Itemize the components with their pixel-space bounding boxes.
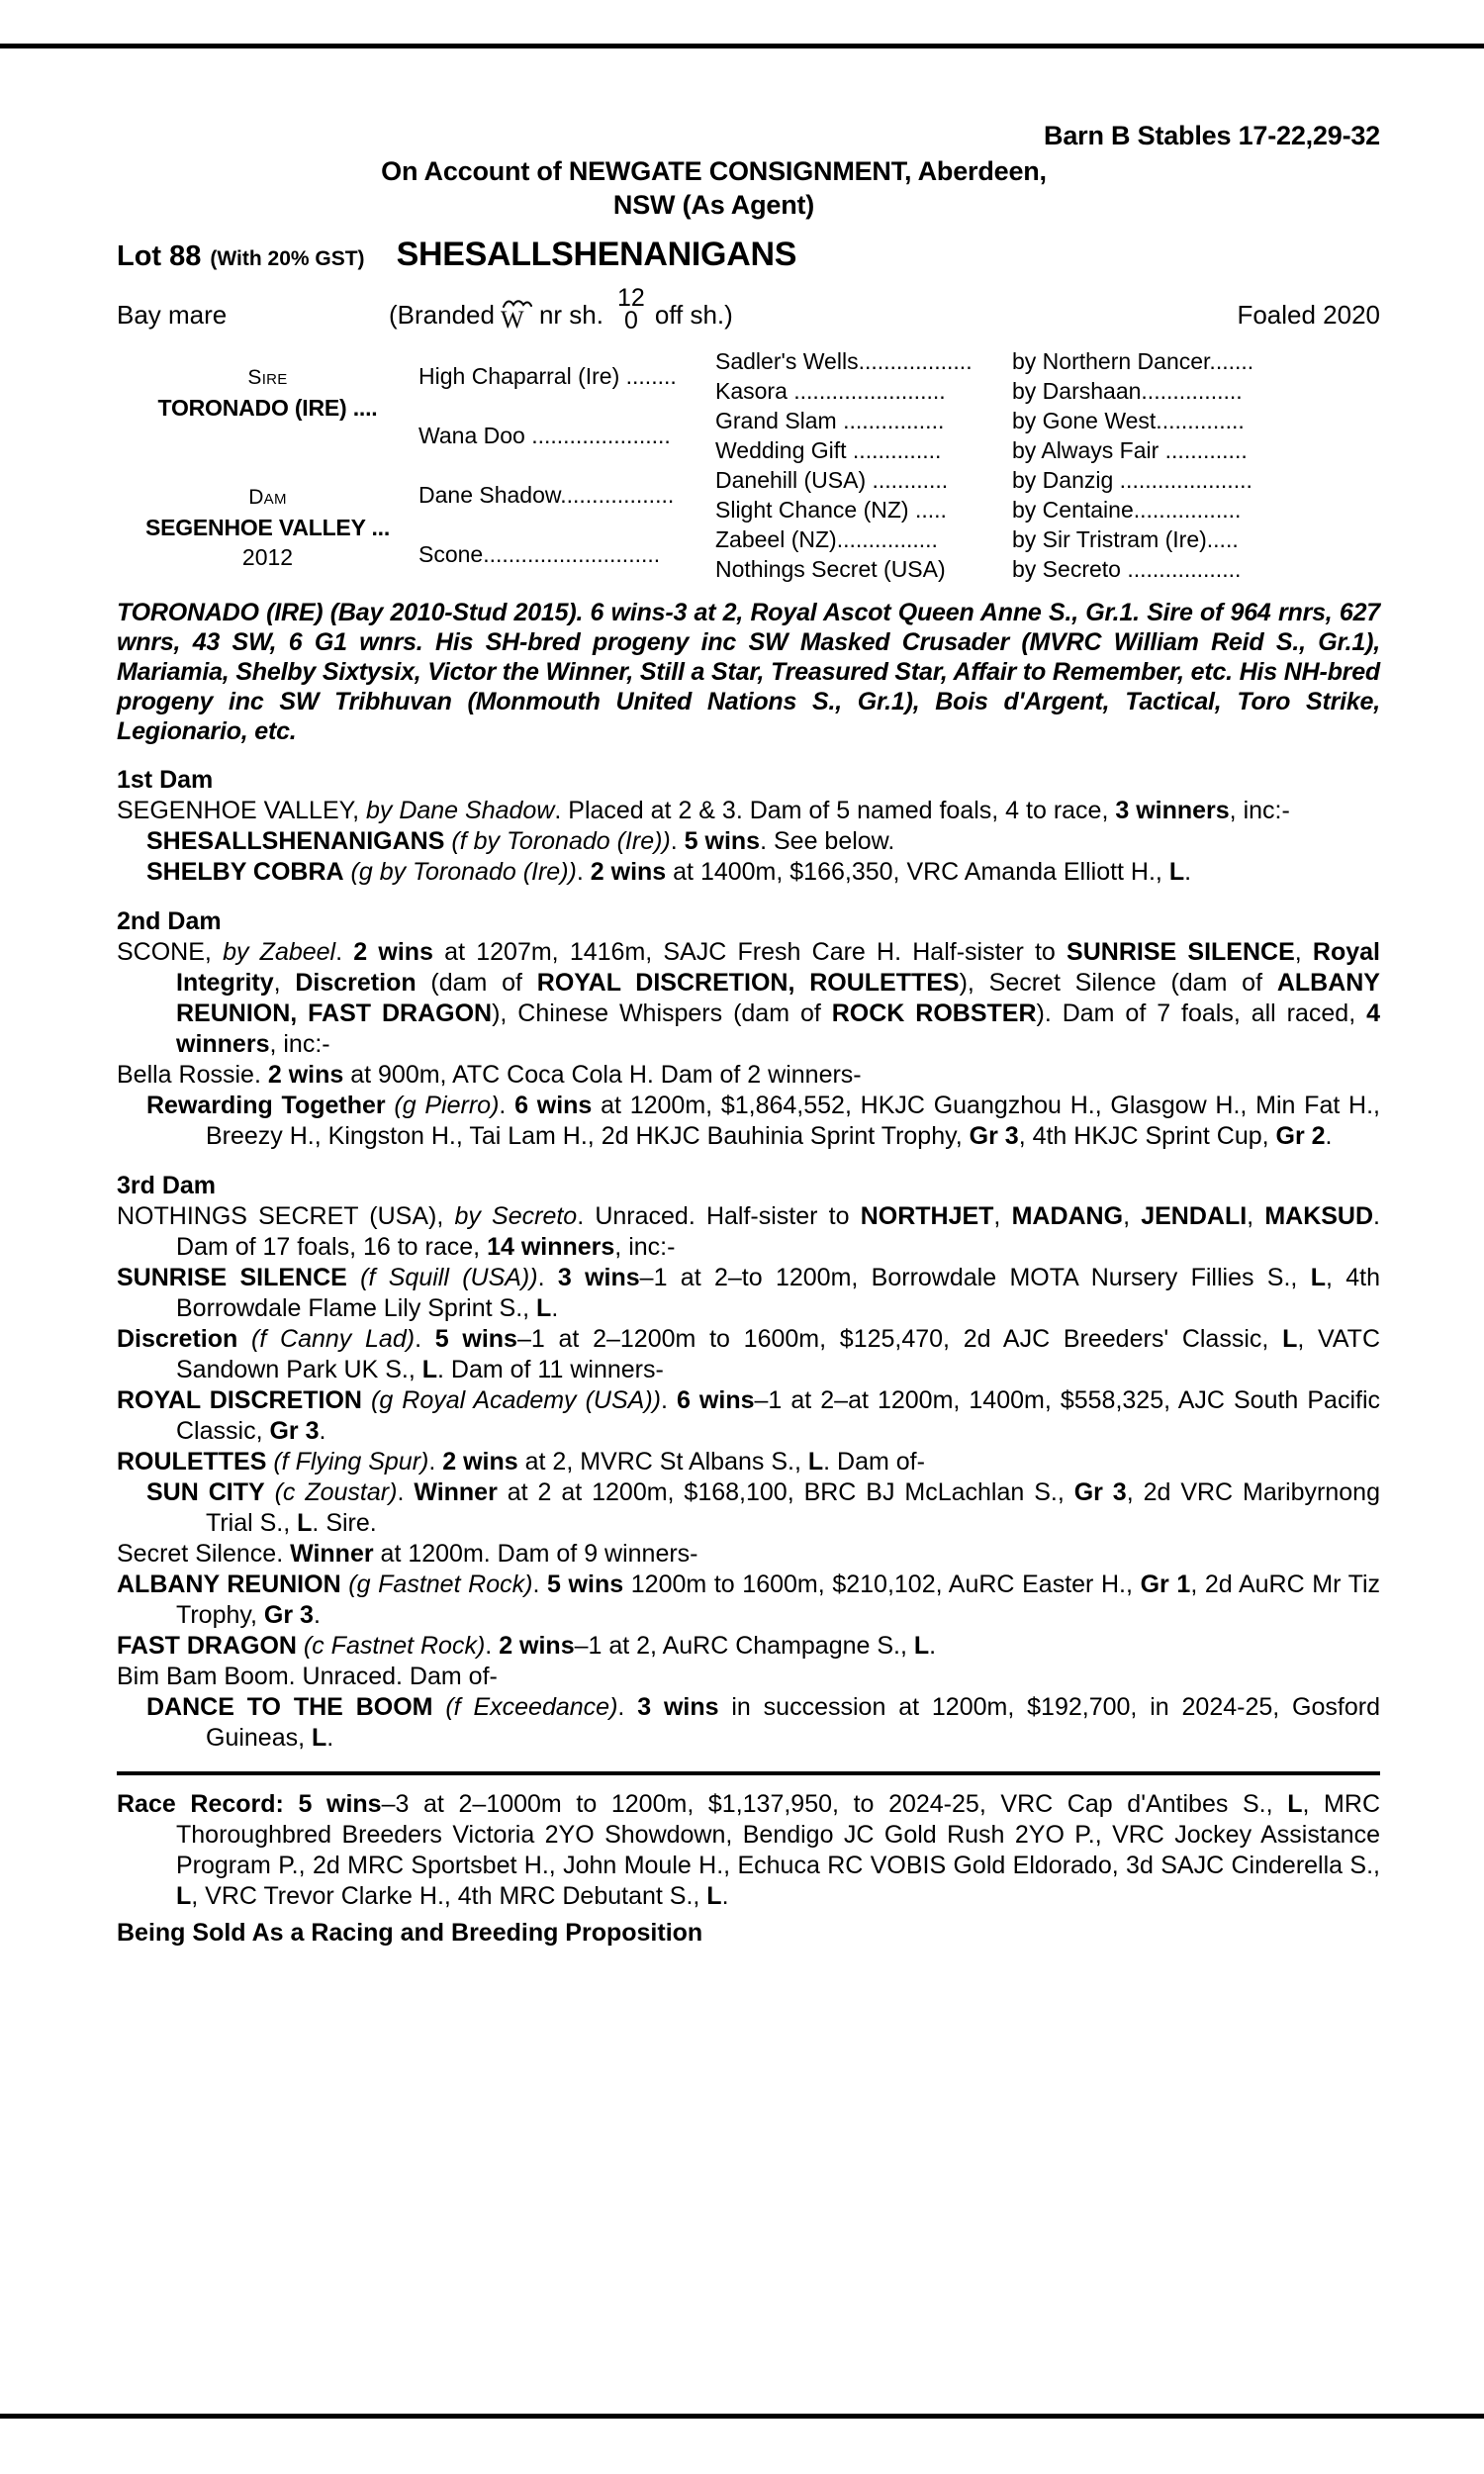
dam-label: Dam [248,485,287,509]
pedigree-gen34-columns [715,346,1380,584]
great-grandparent: Nothings Secret (USA) [715,556,946,582]
pedigree-parents-column [117,346,418,584]
great-great-grandparent: by Secreto .................. [1012,556,1242,582]
pedigree-note-line: ROULETTES (f Flying Spur). 2 wins at 2, MVRC St Albans S., L. Dam of- [117,1448,925,1475]
pedigree-note-line: ALBANY REUNION (g Fastnet Rock). 5 wins 1200m to 1600m, $210,102, AuRC Easter H., Gr 1, 2d AuRC Mr Tiz Trophy, Gr 3. [117,1570,1380,1629]
pedigree-note-line: NOTHINGS SECRET (USA), by Secreto. Unraced. Half-sister to NORTHJET, MADANG, JENDALI, MAKSUD. Dam of 17 foals, 16 to race, 14 winners, inc:- [117,1202,1380,1261]
dam-block [117,483,418,572]
pedigree-note-line: Secret Silence. Winner at 1200m. Dam of 9 winners- [117,1540,698,1568]
pedigree-note-line: SHELBY COBRA (g by Toronado (Ire)). 2 wins at 1400m, $166,350, VRC Amanda Elliott H., L. [146,858,1192,886]
sire-summary-paragraph: TORONADO (IRE) (Bay 2010-Stud 2015). 6 wins-3 at 2, Royal Ascot Queen Anne S., Gr.1. Sire of 964 rnrs, 627 wnrs, 43 SW, 6 G1 wnrs. His SH-bred progeny inc SW Masked Crusader (MVRC William Reid S., Gr.1), Mariamia, Shelby Sixtysix, Victor the Winner, Still a Star, Treasured Star, Affair to Remember, etc. His NH-bred progeny inc SW Tribhuvan (Monmouth United Nations S., Gr.1), Bois d'Argent, Tactical, Toro Strike, Legionario, etc. [117,599,1380,745]
pedigree-note-line: SCONE, by Zabeel. 2 wins at 1207m, 1416m, SAJC Fresh Care H. Half-sister to SUNRISE SILENCE, Royal Integrity, Discretion (dam of ROYAL DISCRETION, ROULETTES), Secret Silence (dam of ALBANY REUNION, FAST DRAGON), Chinese Whispers (dam of ROCK ROBSTER). Dam of 7 foals, all raced, 4 winners, inc:- [117,938,1380,1058]
race-record: Race Record: 5 wins–3 at 2–1000m to 1200m, $1,137,950, to 2024-25, VRC Cap d'Antibes S., L, MRC Thoroughbred Breeders Victoria 2YO Showdown, Bendigo JC Gold Rush 2YO P., VRC Jockey Assistance Program P., 2d MRC Sportsbet H., John Moule H., Echuca RC VOBIS Gold Eldorado, 3d SAJC Cinderella S., L, VRC Trevor Clarke H., 4th MRC Debutant S., L. [117,1790,1380,1910]
pedigree-gen3-column [715,346,1012,584]
brand-number-stack [617,284,645,334]
great-grandparent: Kasora ........................ [715,378,946,404]
barn-location: Barn B Stables 17-22,29-32 [1044,121,1380,150]
section-divider-rule [117,1771,1380,1775]
consignment-line-2: NSW (As Agent) [612,190,815,220]
pedigree-gen2-column [418,346,715,584]
grandparent: Dane Shadow.................. [418,482,675,508]
pedigree-note-line: Bella Rossie. 2 wins at 900m, ATC Coca Cola H. Dam of 2 winners- [117,1061,862,1089]
dam-section-heading: 2nd Dam [117,907,222,935]
consignment-line-1: On Account of NEWGATE CONSIGNMENT, Aberdeen, [381,156,1047,186]
sire-block [117,363,418,423]
great-great-grandparent: by Gone West.............. [1012,408,1245,433]
pedigree-note-line: SHESALLSHENANIGANS (f by Toronado (Ire)). 5 wins. See below. [146,827,895,855]
colour-and-sex: Bay mare [117,300,228,330]
great-great-grandparent: by Centaine................. [1012,497,1242,523]
sire-name: TORONADO (IRE) .... [157,394,378,421]
grandparent: Scone............................ [418,541,661,567]
brand-description [389,284,1153,334]
pedigree-table [117,346,1380,584]
great-grandparent: Zabeel (NZ)................ [715,526,938,552]
great-grandparent: Grand Slam ................ [715,408,945,433]
grandparent: Wana Doo ...................... [418,423,671,448]
great-grandparent: Slight Chance (NZ) ..... [715,497,947,523]
sold-as-note: Being Sold As a Racing and Breeding Proposition [117,1919,703,1947]
brand-denominator: 0 [623,307,638,334]
brand-side-off: off sh.) [654,300,733,330]
great-grandparent: Danehill (USA) ............ [715,467,949,493]
dam-section-heading: 1st Dam [117,766,214,794]
pedigree-note-line: Discretion (f Canny Lad). 5 wins–1 at 2–1200m to 1600m, $125,470, 2d AJC Breeders' Classic, L, VATC Sandown Park UK S., L. Dam of 11 winners- [117,1325,1381,1383]
lot-number: Lot 88 [117,240,202,272]
great-great-grandparent: by Always Fair ............. [1012,437,1248,463]
pedigree-note-line: SEGENHOE VALLEY, by Dane Shadow. Placed at 2 & 3. Dam of 5 named foals, 4 to race, 3 winners, inc:- [117,797,1290,824]
foaled-year: Foaled 2020 [1237,300,1380,330]
pedigree-gen4-column [1012,346,1380,584]
consignment-heading [117,154,1380,222]
pedigree-note-line: Bim Bam Boom. Unraced. Dam of- [117,1663,498,1690]
dam-year: 2012 [241,543,294,570]
great-great-grandparent: by Danzig ..................... [1012,467,1252,493]
brand-prefix: (Branded [389,300,495,330]
dam-sections [117,766,1380,1754]
dam-name: SEGENHOE VALLEY ... [144,514,391,540]
page-title: SHESALLSHENANIGANS [396,236,797,273]
top-rule [0,44,1484,48]
great-grandparent: Wedding Gift .............. [715,437,942,463]
great-great-grandparent: by Northern Dancer....... [1012,348,1254,374]
bottom-rule [0,2414,1484,2419]
pedigree-note-line: Rewarding Together (g Pierro). 6 wins at 1200m, $1,864,552, HKJC Guangzhou H., Glasgow H., Min Fat H., Breezy H., Kingston H., Tai Lam H., 2d HKJC Bauhinia Sprint Trophy, Gr 3, 4th HKJC Sprint Cup, Gr 2. [146,1092,1380,1150]
brand-side-near: nr sh. [538,300,603,330]
w-brand-icon: W [501,301,534,331]
pedigree-note-line: SUNRISE SILENCE (f Squill (USA)). 3 wins–1 at 2–to 1200m, Borrowdale MOTA Nursery Fillies S., L, 4th Borrowdale Flame Lily Sprint S., L. [117,1264,1380,1322]
brand-numerator: 12 [617,284,645,312]
lot-heading-row [117,236,1380,274]
sire-label: Sire [247,365,288,389]
great-great-grandparent: by Darshaan................ [1012,378,1243,404]
dam-section-heading: 3rd Dam [117,1172,217,1199]
grandparent: High Chaparral (Ire) ........ [418,363,677,389]
great-grandparent: Sadler's Wells.................. [715,348,973,374]
page-content [117,119,1380,1948]
lot-gst-note: (With 20% GST) [210,247,365,270]
pedigree-note-line: SUN CITY (c Zoustar). Winner at 2 at 1200m, $168,100, BRC BJ McLachlan S., Gr 3, 2d VRC Maribyrnong Trial S., L. Sire. [146,1478,1380,1537]
pedigree-note-line: FAST DRAGON (c Fastnet Rock). 2 wins–1 at 2, AuRC Champagne S., L. [117,1632,937,1660]
great-great-grandparent: by Sir Tristram (Ire)..... [1012,526,1239,552]
colour-brand-foaled-row [117,284,1380,334]
pedigree-note-line: DANCE TO THE BOOM (f Exceedance). 3 wins in succession at 1200m, $192,700, in 2024-25, Gosford Guineas, L. [146,1693,1380,1752]
pedigree-note-line: ROYAL DISCRETION (g Royal Academy (USA)). 6 wins–1 at 2–at 1200m, 1400m, $558,325, AJC South Pacific Classic, Gr 3. [117,1386,1381,1445]
